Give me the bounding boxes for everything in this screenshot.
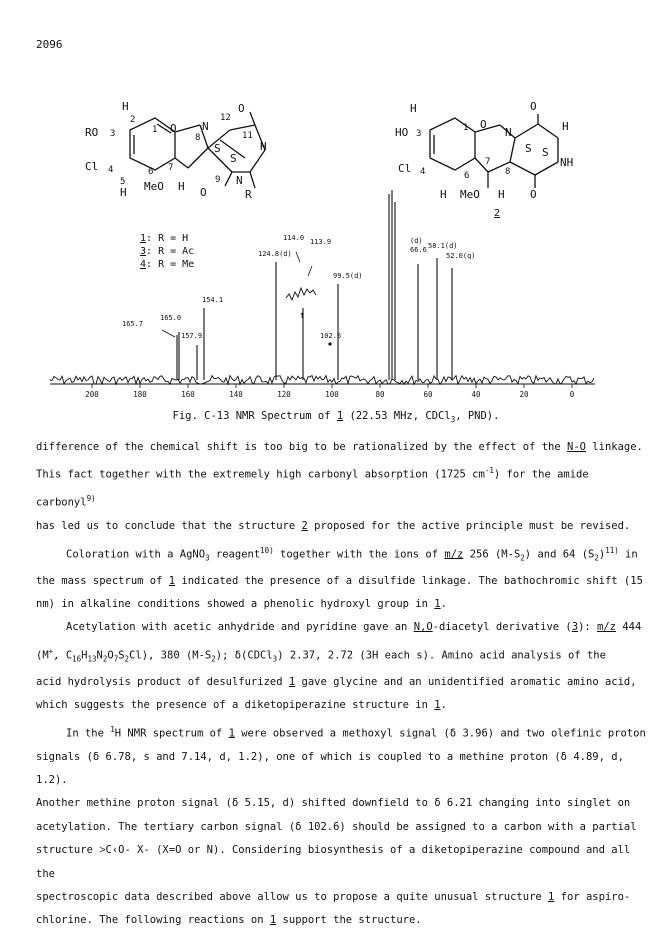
line-2: This fact together with the extremely high carbonyl absorption (1725 $cm^{-1}$) for the amide carbonyl$^{9)}$ <box>36 466 589 509</box>
svg-text:Cl: Cl <box>85 160 99 173</box>
svg-text:O: O <box>170 122 177 135</box>
svg-text:Cl: Cl <box>398 162 412 175</box>
svg-text:3: 3 <box>416 129 422 139</box>
svg-text:MeO: MeO <box>460 188 480 201</box>
arrow-up-label: ↑ <box>299 310 306 321</box>
svg-text:O: O <box>200 186 207 199</box>
line-13: Another methine proton signal (δ 5.15, d) shifted downfield to δ 6.21 changing into singlet on <box>36 797 631 810</box>
svg-text:HO: HO <box>395 126 409 139</box>
svg-text:120: 120 <box>277 390 291 399</box>
line-15: structure ˃C‹O- X- (X=O or N). Considering biosynthesis of a diketopiperazine compound and all the <box>36 844 631 880</box>
peak-label-66-6: 66.6 <box>410 246 427 254</box>
line-16: spectroscopic data described above allow us to propose a quite unusual structure 1 for aspiro- <box>36 891 631 903</box>
svg-text:4: 4 <box>108 165 114 175</box>
line-10: which suggests the presence of a diketopiperazine structure in 1. <box>36 699 447 712</box>
line-3: has led us to conclude that the structure 2 proposed for the active principle must be revised. <box>36 520 631 533</box>
svg-text:N: N <box>202 120 209 133</box>
svg-text:RO: RO <box>85 126 99 139</box>
arrow-113-9 <box>308 266 312 276</box>
line-14: acetylation. The tertiary carbon signal (δ 102.6) should be assigned to a carbon with a partial <box>36 820 637 833</box>
svg-text:100: 100 <box>325 390 339 399</box>
svg-text:40: 40 <box>471 390 481 399</box>
svg-text:3: 3 <box>110 129 116 139</box>
svg-text:7: 7 <box>485 157 491 167</box>
peak-label-99-5: 99.5(d) <box>333 272 363 280</box>
line-11: In the $^1$H NMR spectrum of 1 were observed a methoxyl signal (δ 3.96) and two olefinic proton <box>66 724 646 740</box>
line-7: Acetylation with acetic anhydride and pyridine gave an N,O-diacetyl derivative (3): m/z 444 <box>66 621 642 634</box>
peak-label-165-7: 165.7 <box>122 320 144 328</box>
svg-text:80: 80 <box>375 390 385 399</box>
peak-label-114-0: 114.0 <box>283 234 305 242</box>
svg-text:O: O <box>530 100 537 113</box>
peaks <box>177 190 452 380</box>
line-8: (M+, $C_{16}H_{13}N_2O_7S_2Cl$), 380 $(M-S_2)$; δ(CDCl$_3$) 2.37, 2.72 (3H each s). Amino acid analysis of the <box>36 646 606 664</box>
arrow-165 <box>162 330 175 337</box>
svg-text:8: 8 <box>195 133 201 143</box>
line-6: nm) in alkaline conditions showed a phenolic hydroxyl group in 1. <box>36 598 447 611</box>
structure-2 <box>430 114 558 188</box>
svg-text:MeO: MeO <box>144 180 164 193</box>
svg-text:N: N <box>236 174 243 187</box>
svg-text:6: 6 <box>148 167 154 177</box>
svg-text:S: S <box>542 146 549 159</box>
page-number: 2096 <box>36 38 63 51</box>
svg-text:NH: NH <box>560 156 574 169</box>
svg-text:0: 0 <box>569 390 575 399</box>
svg-text:1: 1 <box>152 125 158 135</box>
figure-caption: Fig. C-13 NMR Spectrum of 1 (22.53 MHz, CDCl$_3$, PND). <box>172 410 500 425</box>
svg-text:140: 140 <box>229 390 243 399</box>
compound-label-3: 3: R = Ac <box>140 246 195 257</box>
arrow-114-0 <box>296 252 300 262</box>
svg-text:H: H <box>260 140 267 153</box>
svg-text:11: 11 <box>242 131 253 141</box>
svg-text:S: S <box>214 142 221 155</box>
svg-text:12: 12 <box>220 113 231 123</box>
svg-text:N: N <box>505 126 512 139</box>
svg-text:H: H <box>120 186 127 199</box>
body-text <box>36 436 646 933</box>
svg-text:H: H <box>122 100 129 113</box>
line-4: Coloration with a AgNO$_3$ reagent$^{10)}$ together with the ions of m/z 256 $(M-S_2)$ and 64 $(S_2)^{11)}$ in <box>66 545 638 563</box>
svg-text:O: O <box>238 102 245 115</box>
line-1: difference of the chemical shift is too big to be rationalized by the effect of the N-O linkage. <box>36 441 643 453</box>
svg-text:9: 9 <box>215 175 221 185</box>
peak-label-157-9: 157.9 <box>181 332 203 340</box>
compound-label-2: 2 <box>494 208 501 219</box>
svg-text:4: 4 <box>420 167 426 177</box>
svg-text:H: H <box>562 120 569 133</box>
line-9: acid hydrolysis product of desulfurized 1 gave glycine and an unidentified aromatic amino acid, <box>36 675 637 688</box>
svg-text:H: H <box>410 102 417 115</box>
peak-label-58-1: 58.1(d) <box>428 242 458 250</box>
compound-label-4: 4: R = Me <box>140 259 195 270</box>
peak-cluster-114 <box>286 288 316 300</box>
peak-label-113-9: 113.9 <box>310 238 332 246</box>
x-axis-labels <box>85 390 575 399</box>
nmr-spectrum <box>40 180 610 405</box>
svg-text:1: 1 <box>463 123 469 133</box>
svg-text:H: H <box>498 188 505 201</box>
peak-label-124-8: 124.8(d) <box>258 250 292 258</box>
dot-102-6 <box>328 342 331 345</box>
peak-label-52-0: 52.0(q) <box>446 252 476 260</box>
baseline-noise <box>50 376 594 385</box>
peak-label-66-6d: (d) <box>410 237 423 245</box>
svg-text:S: S <box>525 142 532 155</box>
svg-text:8: 8 <box>505 167 511 177</box>
svg-text:160: 160 <box>181 390 195 399</box>
svg-text:200: 200 <box>85 390 99 399</box>
svg-text:H: H <box>440 188 447 201</box>
svg-text:7: 7 <box>168 163 174 173</box>
svg-text:5: 5 <box>120 177 126 187</box>
svg-text:R: R <box>245 188 252 201</box>
x-axis-ticks <box>92 384 572 388</box>
svg-text:O: O <box>480 118 487 131</box>
line-12: signals (δ 6.78, s and 7.14, d, 1.2), one of which is coupled to a methine proton (δ 4.89, d, 1.2). <box>36 750 624 786</box>
line-5: the mass spectrum of 1 indicated the presence of a disulfide linkage. The bathochromic shift (15 <box>36 574 643 587</box>
svg-text:2: 2 <box>130 115 136 125</box>
compound-label-1: 1: R = H <box>140 233 189 244</box>
svg-text:H: H <box>178 180 185 193</box>
peak-label-102-6: 102.6 <box>320 332 342 340</box>
svg-text:20: 20 <box>519 390 529 399</box>
svg-text:S: S <box>230 152 237 165</box>
svg-text:180: 180 <box>133 390 147 399</box>
line-17: chlorine. The following reactions on 1 support the structure. <box>36 914 422 927</box>
svg-text:60: 60 <box>423 390 433 399</box>
svg-text:O: O <box>530 188 537 201</box>
svg-text:6: 6 <box>464 171 470 181</box>
peak-label-165-0: 165.0 <box>160 314 182 322</box>
peak-label-154-1: 154.1 <box>202 296 224 304</box>
